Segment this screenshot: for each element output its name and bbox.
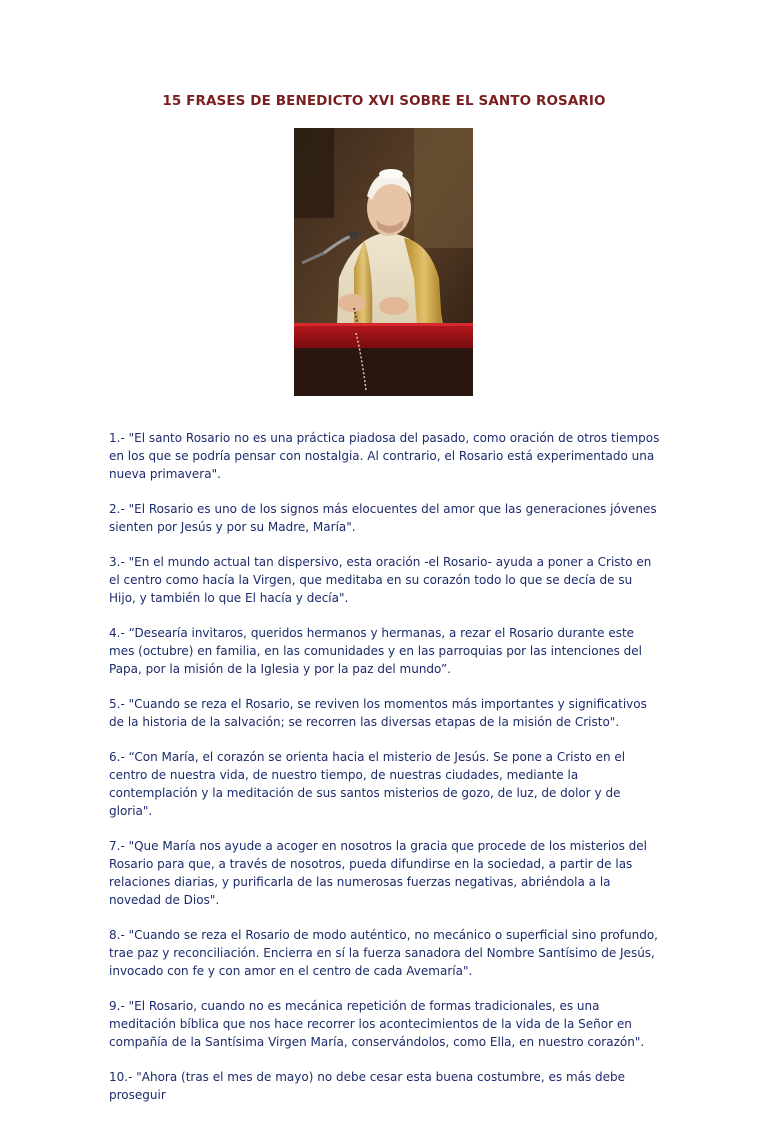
quote-2: 2.- "El Rosario es uno de los signos más elocuentes del amor que las generaciones jóvenes sienten por Jesús y por su Madre, María". bbox=[109, 502, 657, 534]
pope-praying-rosary-photo bbox=[294, 128, 473, 396]
quote-5: 5.- "Cuando se reza el Rosario, se reviven los momentos más importantes y significativos de la historia de la salvación; se recorren las diversas etapas de la misión de Cristo". bbox=[109, 697, 647, 729]
quote-10: 10.- "Ahora (tras el mes de mayo) no debe cesar esta buena costumbre, es más debe proseguir bbox=[109, 1070, 626, 1102]
page-title: 15 FRASES DE BENEDICTO XVI SOBRE EL SANTO ROSARIO bbox=[162, 93, 606, 109]
quote-9: 9.- "El Rosario, cuando no es mecánica repetición de formas tradicionales, es una meditación bíblica que nos hace recorrer los acontecimientos de la vida de la Señor en compañía de la Santísima Virgen María, conservándolos, como Ella, en nuestro corazón". bbox=[109, 999, 645, 1049]
quote-3: 3.- "En el mundo actual tan dispersivo, esta oración -el Rosario- ayuda a poner a Cristo en el centro como hacía la Virgen, que meditaba en su corazón todo lo que se decía de su Hijo, y también lo que El hacía y decía". bbox=[109, 555, 652, 605]
quote-1: 1.- "El santo Rosario no es una práctica piadosa del pasado, como oración de otros tiempos en los que se podría pensar con nostalgia. Al contrario, el Rosario está experimentado una nueva primavera". bbox=[109, 431, 660, 481]
quote-7: 7.- "Que María nos ayude a acoger en nosotros la gracia que procede de los misterios del Rosario para que, a través de nosotros, pueda difundirse en la sociedad, a partir de las relaciones diarias, y purificarla de las numerosas fuerzas negativas, abriéndola a la novedad de Dios". bbox=[109, 839, 648, 907]
quote-6: 6.- “Con María, el corazón se orienta hacia el misterio de Jesús. Se pone a Cristo en el centro de nuestra vida, de nuestro tiempo, de nuestras ciudades, mediante la contemplación y la meditación de sus santos misterios de gozo, de luz, de dolor y de gloria". bbox=[109, 750, 626, 818]
quote-8: 8.- "Cuando se reza el Rosario de modo auténtico, no mecánico o superficial sino profundo, trae paz y reconciliación. Encierra en sí la fuerza sanadora del Nombre Santísimo de Jesús, invocado con fe y con amor en el centro de cada Avemaría". bbox=[109, 928, 658, 978]
quote-4: 4.- “Desearía invitaros, queridos hermanos y hermanas, a rezar el Rosario durante este mes (octubre) en familia, en las comunidades y en las parroquias por las intenciones del Papa, por la misión de la Iglesia y por la paz del mundo”. bbox=[109, 626, 642, 676]
quotes-list bbox=[109, 429, 661, 1121]
